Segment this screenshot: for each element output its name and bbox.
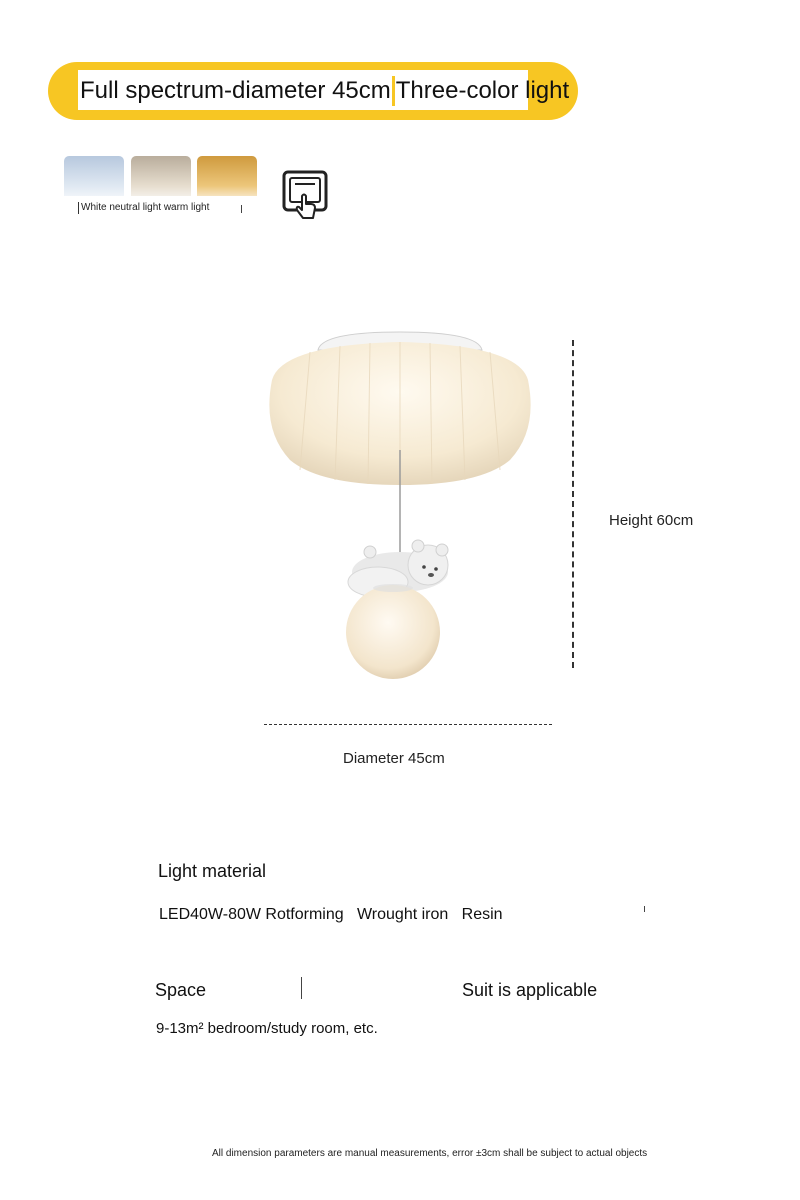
space-values: 9-13m² bedroom/study room, etc. xyxy=(156,1020,378,1037)
header-separator xyxy=(392,76,395,106)
footnote: All dimension parameters are manual measurements, error ±3cm shall be subject to actual objects xyxy=(212,1148,648,1159)
material-values: LED40W-80W Rotforming Wrought iron Resin xyxy=(159,906,503,923)
height-dimension-line xyxy=(572,340,574,668)
material-title: Light material xyxy=(158,861,267,881)
pendant-lamp-illustration xyxy=(250,320,550,690)
diameter-label: Diameter 45cm xyxy=(343,750,445,767)
space-title: Space xyxy=(155,980,207,1000)
light-modes-label: White neutral light warm light xyxy=(78,202,209,214)
label-tick xyxy=(241,205,242,213)
suit-title: Suit is applicable xyxy=(462,980,598,1000)
header-left-text: Full spectrum-diameter 45cm xyxy=(80,77,391,104)
header-title xyxy=(80,76,569,106)
space-divider xyxy=(301,977,302,999)
height-label: Height 60cm xyxy=(609,512,694,529)
diameter-dimension-line xyxy=(264,724,552,725)
material-tick xyxy=(644,906,645,912)
touch-switch-icon xyxy=(282,170,328,222)
header-right-text: Three-color light xyxy=(395,77,570,104)
